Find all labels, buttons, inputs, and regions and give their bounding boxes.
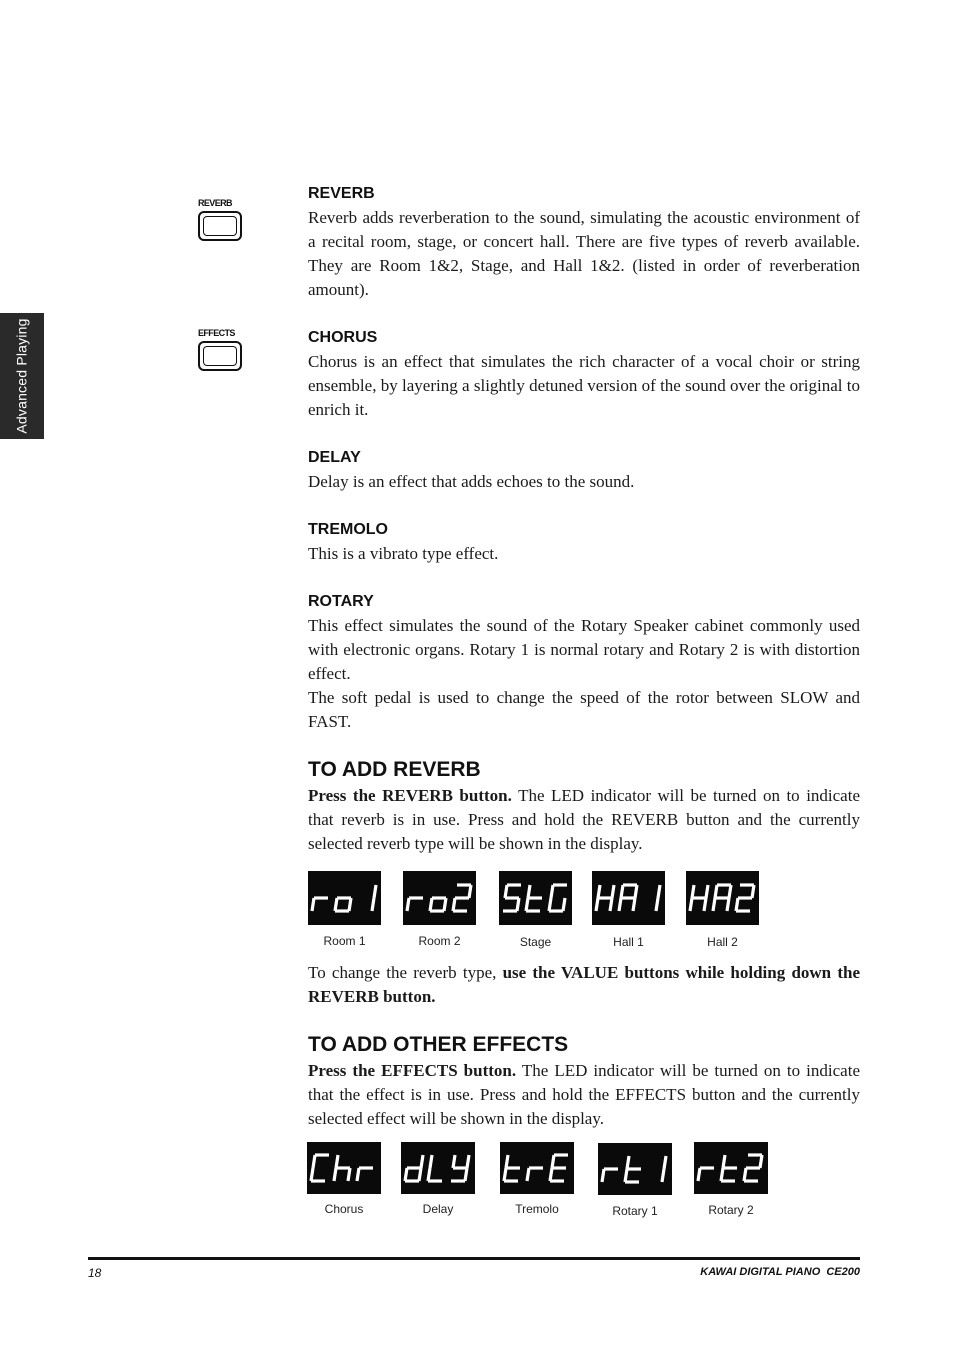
reverb-button-label: REVERB <box>198 198 232 208</box>
led-display-delay <box>401 1142 475 1194</box>
change-text: To change the reverb type, <box>308 963 503 982</box>
body-tremolo: This is a vibrato type effect. <box>308 544 499 563</box>
led-digits <box>598 1143 672 1195</box>
led-caption: Hall 2 <box>707 935 738 949</box>
body-rotary: This effect simulates the sound of the Rotary Speaker cabinet commonly used with electronic organs. Rotary 1 is normal rotary and Rotary 2 is with distortion effect. <box>308 616 860 683</box>
heading-tremolo: TREMOLO <box>308 521 388 538</box>
led-display-chorus <box>307 1142 381 1194</box>
led-digits <box>592 871 665 925</box>
effects-button-label: EFFECTS <box>198 328 235 338</box>
led-display-hall-1 <box>592 871 665 925</box>
led-display-rotary-2 <box>694 1142 768 1194</box>
led-digits <box>308 871 381 925</box>
led-caption: Rotary 1 <box>612 1204 658 1218</box>
reverb-change-instruction <box>308 961 860 1009</box>
led-digits <box>403 871 476 925</box>
section-add-reverb <box>308 756 860 856</box>
heading-reverb: REVERB <box>308 185 375 202</box>
led-display-room-1 <box>308 871 381 925</box>
led-display-stage <box>499 871 572 925</box>
led-caption: Chorus <box>324 1202 364 1216</box>
led-digits <box>401 1142 475 1194</box>
led-caption: Rotary 2 <box>708 1203 754 1217</box>
heading-chorus: CHORUS <box>308 329 378 346</box>
led-digits <box>499 871 572 925</box>
led-caption: Room 1 <box>323 934 366 948</box>
text-add-reverb: The LED indicator will be turned on to indicate that reverb is in use. Press and hold the REVERB button and the currently selected reverb type will be shown in the display. <box>308 786 860 853</box>
led-caption: Hall 1 <box>613 935 644 949</box>
page-number: 18 <box>88 1266 102 1280</box>
section-chorus <box>308 326 860 422</box>
heading-delay: DELAY <box>308 449 361 466</box>
section-add-effects <box>308 1031 860 1131</box>
change-bold: use the VALUE buttons while holding down the REVERB button. <box>308 963 860 1006</box>
footer-rule <box>88 1257 860 1260</box>
body-reverb: Reverb adds reverberation to the sound, simulating the acoustic environment of a recital room, stage, or concert hall. There are five types of reverb available. They are Room 1&2, Stage, and Hall 1&2. (listed in order of reverberation amount). <box>308 208 860 299</box>
section-side-tab <box>0 313 44 439</box>
led-digits <box>500 1142 574 1194</box>
footer-title: KAWAI DIGITAL PIANO CE200 <box>700 1266 860 1278</box>
title-add-effects: TO ADD OTHER EFFECTS <box>308 1033 569 1056</box>
led-display-tremolo <box>500 1142 574 1194</box>
body-rotary-pedal: The soft pedal is used to change the speed of the rotor between SLOW and FAST. <box>308 688 860 731</box>
led-caption: Delay <box>422 1202 454 1216</box>
heading-rotary: ROTARY <box>308 593 374 610</box>
text-add-effects: The LED indicator will be turned on to indicate that the effect is in use. Press and hold the EFFECTS button and the currently selected effect will be shown in the display. <box>308 1061 860 1128</box>
led-caption: Tremolo <box>515 1202 559 1216</box>
section-rotary <box>308 590 860 734</box>
title-add-reverb: TO ADD REVERB <box>308 758 481 781</box>
section-delay <box>308 446 860 494</box>
section-tremolo <box>308 518 860 566</box>
reverb-button-icon <box>198 198 246 241</box>
lead-add-reverb: Press the REVERB button. <box>308 786 512 805</box>
side-tab-label: Advanced Playing <box>14 318 30 434</box>
led-display-rotary-1 <box>598 1143 672 1195</box>
lead-add-effects: Press the EFFECTS button. <box>308 1061 517 1080</box>
led-caption: Room 2 <box>418 934 461 948</box>
body-add-effects <box>308 1059 860 1131</box>
led-display-hall-2 <box>686 871 759 925</box>
led-caption: Stage <box>519 935 552 949</box>
body-delay: Delay is an effect that adds echoes to the sound. <box>308 472 635 491</box>
body-chorus: Chorus is an effect that simulates the rich character of a vocal choir or string ensemble, by layering a slightly detuned version of the sound over the original to enrich it. <box>308 352 860 419</box>
led-digits <box>694 1142 768 1194</box>
led-digits <box>686 871 759 925</box>
led-digits <box>307 1142 381 1194</box>
effects-button-icon <box>198 328 246 371</box>
section-reverb <box>308 182 860 302</box>
body-add-reverb <box>308 784 860 856</box>
led-display-room-2 <box>403 871 476 925</box>
